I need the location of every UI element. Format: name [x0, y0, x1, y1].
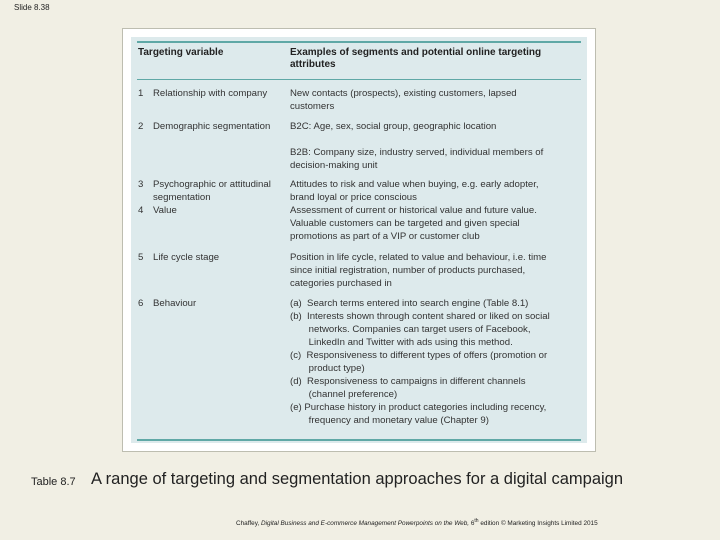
example-text: promotions as part of a VIP or customer club [290, 231, 480, 242]
table-figure [122, 28, 596, 452]
row-number: 6 [138, 298, 144, 309]
caption-number: Table 8.7 [31, 476, 76, 488]
example-text: frequency and monetary value (Chapter 9) [290, 415, 489, 426]
example-text: Attitudes to risk and value when buying, e.g. early adopter, [290, 179, 539, 190]
example-text: (c) Responsiveness to different types of offers (promotion or [290, 350, 548, 361]
example-text: customers [290, 101, 335, 112]
footer-author: Chaffey, [236, 520, 261, 528]
footer-edition: 6 [469, 520, 475, 528]
header-targeting-variable: Targeting variable [138, 47, 224, 58]
footer-title: Digital Business and E-commerce Management Powerpoints on the Web, [261, 520, 470, 528]
targeting-variable-text: Psychographic or attitudinal [153, 179, 271, 190]
slide-number: Slide 8.38 [14, 3, 50, 12]
header-examples-line2: attributes [290, 59, 336, 70]
targeting-variable-text: Demographic segmentation [153, 121, 271, 132]
targeting-variable-text: Relationship with company [153, 88, 268, 99]
header-examples [290, 47, 580, 71]
row-number: 1 [138, 88, 144, 99]
table-header-rule [137, 79, 581, 80]
example-text: B2C: Age, sex, social group, geographic location [290, 121, 497, 132]
table-top-rule [137, 41, 581, 43]
targeting-variable-text: Life cycle stage [153, 252, 220, 263]
row-number: 2 [138, 121, 144, 132]
table-bottom-rule [137, 439, 581, 441]
example-text: Assessment of current or historical value and future value. [290, 205, 537, 216]
example-text: networks. Companies can target users of Facebook, [290, 324, 531, 335]
example-text: categories purchased in [290, 278, 392, 289]
example-text: decision-making unit [290, 160, 378, 171]
example-text: New contacts (prospects), existing customers, lapsed [290, 88, 517, 99]
caption-text: A range of targeting and segmentation approaches for a digital campaign [91, 470, 624, 488]
example-text: LinkedIn and Twitter with ads using this method. [290, 337, 513, 348]
example-text: B2B: Company size, industry served, individual members of [290, 147, 544, 158]
footer-rest: edition © Marketing Insights Limited 2015 [478, 520, 598, 528]
footer-citation [236, 518, 598, 527]
row-number: 4 [138, 205, 144, 216]
example-text: (channel preference) [290, 389, 398, 400]
row-number: 5 [138, 252, 144, 263]
footer-edition-sup: th [474, 518, 479, 524]
header-examples-line1: Examples of segments and potential online targeting [290, 47, 542, 58]
targeting-table [131, 37, 587, 443]
targeting-variable-text: Value [153, 205, 177, 216]
example-text: (e) Purchase history in product categories including recency, [290, 402, 547, 413]
example-text: since initial registration, number of products purchased, [290, 265, 526, 276]
example-text: brand loyal or price conscious [290, 192, 417, 203]
example-text: product type) [290, 363, 365, 374]
example-text: Position in life cycle, related to value and behaviour, i.e. time [290, 252, 547, 263]
targeting-variable-text: Behaviour [153, 298, 197, 309]
example-text: (a) Search terms entered into search engine (Table 8.1) [290, 298, 529, 309]
targeting-variable-text: segmentation [153, 192, 211, 203]
example-text: (d) Responsiveness to campaigns in different channels [290, 376, 526, 387]
row-number: 3 [138, 179, 144, 190]
example-text: Valuable customers can be targeted and given special [290, 218, 520, 229]
example-text: (b) Interests shown through content shared or liked on social [290, 311, 550, 322]
